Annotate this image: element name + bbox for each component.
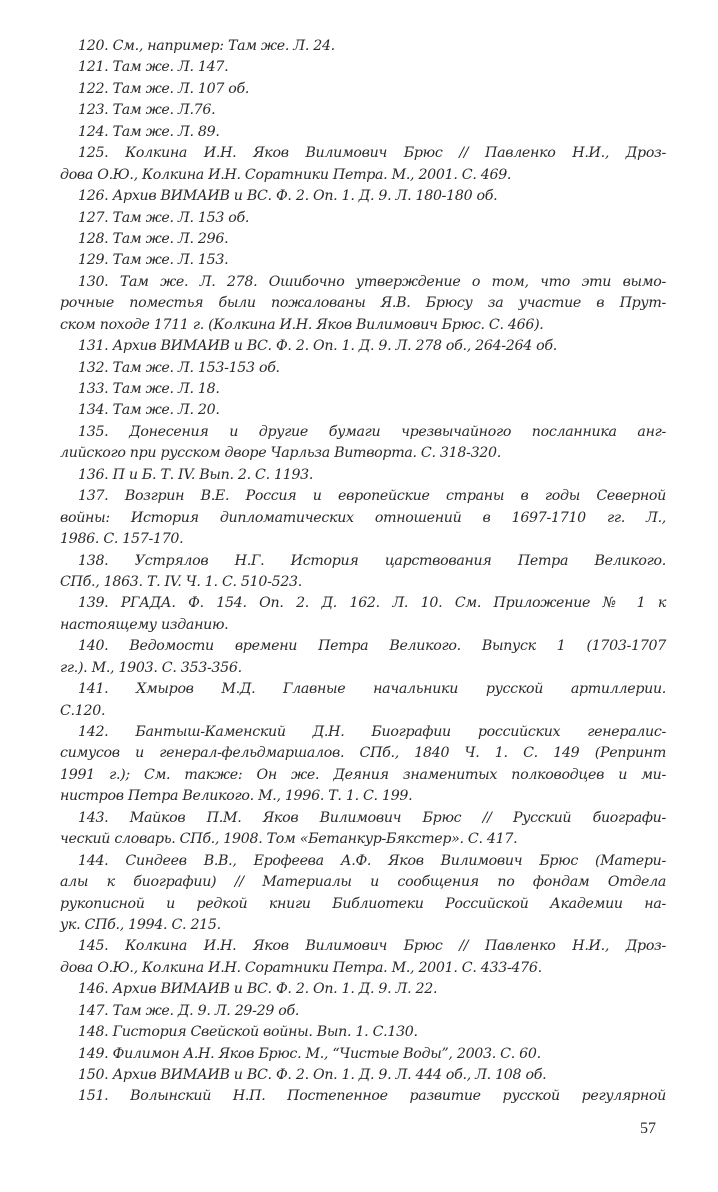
footnote-line: ском походе 1711 г. (Колкина И.Н. Яков Вилимович Брюс. С. 466). <box>60 316 544 333</box>
footnote <box>60 208 666 229</box>
footnote-line: 121. Там же. Л. 147. <box>78 59 229 76</box>
footnote <box>60 851 666 937</box>
footnote-line: рукописной и редкой книги Библиотеки Российской Академии на- <box>60 895 666 912</box>
footnote-line: дова О.Ю., Колкина И.Н. Соратники Петра. М., 2001. С. 433-476. <box>60 959 542 976</box>
footnote-line: 122. Там же. Л. 107 об. <box>78 80 250 97</box>
footnote <box>60 1044 666 1065</box>
footnote <box>60 229 666 250</box>
page-number: 57 <box>640 1120 656 1137</box>
footnote-line: 135. Донесения и другие бумаги чрезвычайного посланника анг- <box>78 423 666 440</box>
footnote <box>60 422 666 465</box>
footnote-line: 150. Архив ВИМАИВ и ВС. Ф. 2. Оп. 1. Д. 9. Л. 444 об., Л. 108 об. <box>78 1067 547 1083</box>
footnote-line: 148. Гистория Свейской войны. Вып. 1. С.130. <box>78 1024 418 1041</box>
footnote <box>60 593 666 636</box>
footnote <box>60 979 666 1000</box>
footnote-line: гг.). М., 1903. С. 353-356. <box>60 659 242 676</box>
footnote-line: 136. П и Б. Т. IV. Вып. 2. С. 1193. <box>78 466 314 483</box>
footnote <box>60 1001 666 1022</box>
footnote-line: 133. Там же. Л. 18. <box>78 381 220 397</box>
footnote <box>60 465 666 486</box>
footnote-line: 151. Волынский Н.П. Постепенное развитие русской регулярной <box>78 1088 666 1105</box>
footnote-line: 139. РГАДА. Ф. 154. Оп. 2. Д. 162. Л. 10. См. Приложение № 1 к <box>78 595 666 612</box>
footnote <box>60 1022 666 1043</box>
footnote-line: 137. Возгрин В.Е. Россия и европейские страны в годы Северной <box>78 488 666 505</box>
footnote-line: 129. Там же. Л. 153. <box>78 252 229 269</box>
footnote-line: СПб., 1863. Т. IV. Ч. 1. С. 510-523. <box>60 573 302 590</box>
footnote <box>60 808 666 851</box>
footnote-line: 127. Там же. Л. 153 об. <box>78 209 250 226</box>
footnote-line: настоящему изданию. <box>60 616 229 633</box>
footnote <box>60 36 666 57</box>
footnote-line: 134. Там же. Л. 20. <box>78 402 220 419</box>
footnote <box>60 936 666 979</box>
footnote-line: 145. Колкина И.Н. Яков Вилимович Брюс // Павленко Н.И., Дроз- <box>78 938 666 955</box>
footnote <box>60 486 666 550</box>
footnote-line: ук. СПб., 1994. С. 215. <box>60 916 221 933</box>
footnote <box>60 79 666 100</box>
footnote-line: симусов и генерал-фельдмаршалов. СПб., 1840 Ч. 1. С. 149 (Репринт <box>60 745 666 762</box>
footnote <box>60 250 666 271</box>
footnote <box>60 1086 666 1107</box>
footnote-line: С.120. <box>60 702 106 719</box>
footnote-line: дова О.Ю., Колкина И.Н. Соратники Петра. М., 2001. С. 469. <box>60 166 512 183</box>
footnote <box>60 679 666 722</box>
footnote-line: лийского при русском дворе Чарльза Витворта. С. 318-320. <box>60 445 501 462</box>
footnote <box>60 551 666 594</box>
footnote-line: 142. Бантыш-Каменский Д.Н. Биографии российских генералис- <box>78 724 666 740</box>
footnote-line: войны: История дипломатических отношений в 1697-1710 гг. Л., <box>60 509 666 526</box>
footnote-line: 138. Устрялов Н.Г. История царствования Петра Великого. <box>78 552 666 569</box>
footnote <box>60 186 666 207</box>
footnote <box>60 722 666 808</box>
footnote <box>60 400 666 421</box>
footnote-line: 125. Колкина И.Н. Яков Вилимович Брюс // Павленко Н.И., Дроз- <box>78 145 666 162</box>
footnote-line: 124. Там же. Л. 89. <box>78 123 220 140</box>
footnote <box>60 143 666 186</box>
footnote <box>60 1065 666 1086</box>
footnote <box>60 100 666 121</box>
footnote-line: 143. Майков П.М. Яков Вилимович Брюс // Русский биографи- <box>78 809 666 826</box>
footnote <box>60 122 666 143</box>
footnote <box>60 336 666 357</box>
footnote-line: нистров Петра Великого. М., 1996. Т. 1. С. 199. <box>60 788 413 805</box>
footnote <box>60 379 666 400</box>
footnote <box>60 57 666 78</box>
footnote-line: 1986. С. 157-170. <box>60 531 184 548</box>
footnote-line: 131. Архив ВИМАИВ и ВС. Ф. 2. Оп. 1. Д. 9. Л. 278 об., 264-264 об. <box>78 338 557 355</box>
footnote-line: 147. Там же. Д. 9. Л. 29-29 об. <box>78 1002 300 1019</box>
footnote-line: 128. Там же. Л. 296. <box>78 230 229 247</box>
footnote <box>60 272 666 336</box>
footnote-line: рочные поместья были пожалованы Я.В. Брюсу за участие в Прут- <box>60 295 666 312</box>
footnote-line: 1991 г.); См. также: Он же. Деяния знаменитых полководцев и ми- <box>60 766 666 783</box>
footnote <box>60 636 666 679</box>
footnote-line: 141. Хмыров М.Д. Главные начальники русской артиллерии. <box>78 681 666 698</box>
footnote-line: 146. Архив ВИМАИВ и ВС. Ф. 2. Оп. 1. Д. 9. Л. 22. <box>78 981 438 998</box>
footnote-line: ческий словарь. СПб., 1908. Том «Бетанкур-Бякстер». С. 417. <box>60 831 518 848</box>
footnote-line: 149. Филимон А.Н. Яков Брюс. М., “Чистые Воды”, 2003. С. 60. <box>78 1045 541 1062</box>
footnote-line: 132. Там же. Л. 153-153 об. <box>78 359 280 376</box>
footnote <box>60 358 666 379</box>
footnote-line: 144. Синдеев В.В., Ерофеева А.Ф. Яков Вилимович Брюс (Матери- <box>78 852 666 869</box>
footnote-line: 130. Там же. Л. 278. Ошибочно утверждение о том, что эти вымо- <box>78 273 666 290</box>
footnotes-list <box>60 36 666 1108</box>
footnote-line: 126. Архив ВИМАИВ и ВС. Ф. 2. Оп. 1. Д. 9. Л. 180-180 об. <box>78 188 498 205</box>
footnote-line: 123. Там же. Л.76. <box>78 102 216 119</box>
footnote-line: 140. Ведомости времени Петра Великого. Выпуск 1 (1703-1707 <box>78 638 666 655</box>
footnote-line: 120. См., например: Там же. Л. 24. <box>78 38 335 54</box>
footnote-line: алы к биографии) // Материалы и сообщения по фондам Отдела <box>60 874 666 891</box>
